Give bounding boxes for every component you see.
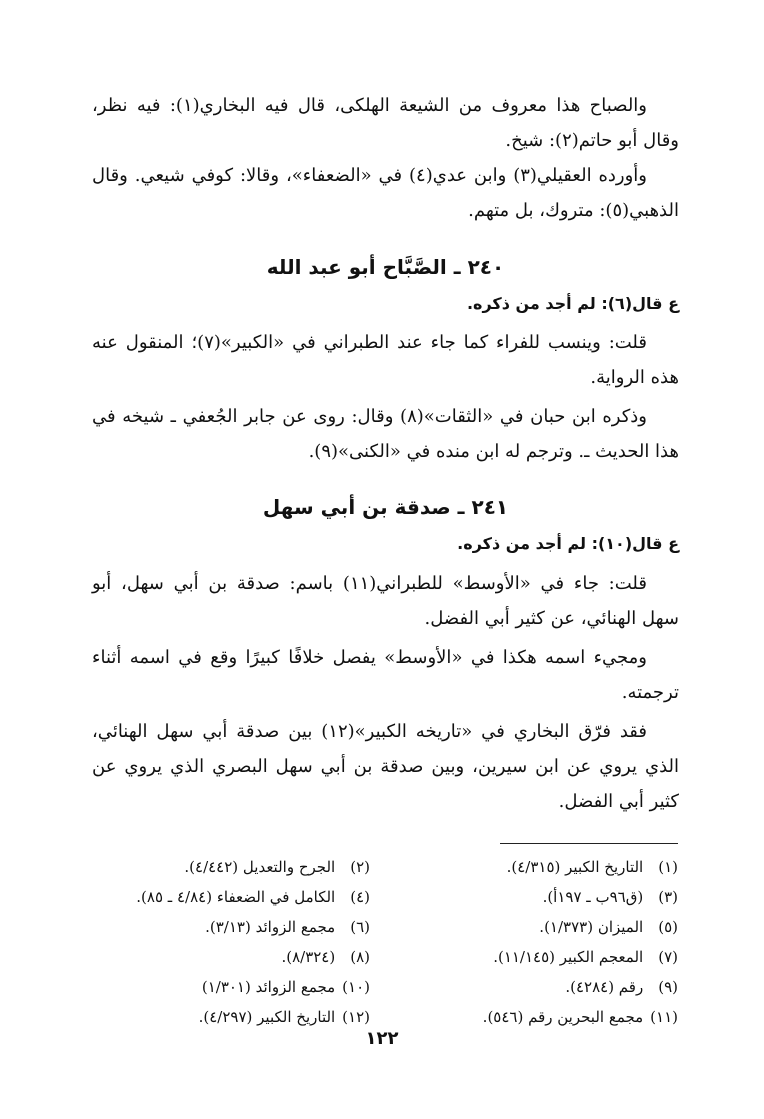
footnote-number: (١) (658, 858, 678, 876)
footnote-text: الجرح والتعديل (٤/٤٤٢). (184, 858, 336, 876)
paragraph: فقد فرّق البخاري في «تاريخه الكبير»(١٢) بين صدقة أبي سهل الهنائي، الذي يروي عن ابن سيرين، وبين صدقة بن أبي سهل البصري الذي يروي عن كثير أبي الفضل. (92, 721, 679, 812)
footnote-number: (١٢) (342, 1008, 370, 1026)
footnote (408, 912, 678, 942)
footnote-text: الكامل في الضعفاء (٤/٨٤ ـ ٨٥). (136, 888, 336, 906)
entry-240-body (92, 325, 679, 469)
footnote (408, 882, 678, 912)
footnote-divider (500, 843, 678, 844)
footnote-number: (٥) (658, 918, 678, 936)
footnotes-left-column (100, 852, 370, 1032)
paragraph: وذكره ابن حبان في «الثقات»(٨) وقال: روى عن جابر الجُعفي ـ شيخه في هذا الحديث ـ. وترجم له ابن منده في «الكنى»(٩). (92, 406, 679, 462)
paragraph: والصباح هذا معروف من الشيعة الهلكى، قال فيه البخاري(١): فيه نظر، وقال أبو حاتم(٢): شيخ. (92, 95, 679, 151)
entry-241-heading: ٢٤١ ـ صدقة بن أبي سهل (262, 495, 509, 519)
footnote-text: التاريخ الكبير (٤/٢٩٧). (198, 1008, 336, 1026)
footnote-text: الميزان (١/٣٧٣). (539, 918, 644, 936)
page-number: ١٢٢ (365, 1028, 399, 1049)
footnote (100, 912, 370, 942)
footnote-number: (٨) (350, 948, 370, 966)
footnote (408, 972, 678, 1002)
footnote-number: (١٠) (342, 978, 370, 996)
entry-241-qal: ع قال(١٠): لم أجد من ذكره. (457, 534, 679, 553)
footnote-number: (٧) (658, 948, 678, 966)
footnote-number: (٣) (658, 888, 678, 906)
footnote (100, 942, 370, 972)
footnote-number: (٤) (350, 888, 370, 906)
footnote (100, 882, 370, 912)
footnote-text: التاريخ الكبير (٤/٣١٥). (506, 858, 644, 876)
footnote-text: مجمع البحرين رقم (٥٤٦). (482, 1008, 644, 1026)
footnote (100, 972, 370, 1002)
footnotes-right-column (408, 852, 678, 1032)
opening-section (92, 88, 679, 228)
footnote (408, 852, 678, 882)
entry-240-heading: ٢٤٠ ـ الصَّبَّاح أبو عبد الله (266, 255, 505, 279)
footnote (408, 942, 678, 972)
footnote-text: رقم (٤٢٨٤). (565, 978, 644, 996)
footnote-text: المعجم الكبير (١١/١٤٥). (493, 948, 644, 966)
footnote-number: (٢) (350, 858, 370, 876)
footnote-number: (١١) (650, 1008, 678, 1026)
paragraph: ومجيء اسمه هكذا في «الأوسط» يفصل خلافًا كبيرًا وقع في اسمه أثناء ترجمته. (92, 647, 679, 703)
paragraph: قلت: جاء في «الأوسط» للطبراني(١١) باسم: صدقة بن أبي سهل، أبو سهل الهنائي، عن كثير أبي الفضل. (92, 573, 679, 629)
paragraph: قلت: وينسب للفراء كما جاء عند الطبراني في «الكبير»(٧)؛ المنقول عنه هذه الرواية. (92, 332, 679, 388)
footnote (100, 852, 370, 882)
footnote-text: مجمع الزوائد (٣/١٣). (205, 918, 336, 936)
paragraph: وأورده العقيلي(٣) وابن عدي(٤) في «الضعفاء»، وقالا: كوفي شيعي. وقال الذهبي(٥): متروك، بل متهم. (92, 165, 679, 221)
entry-240-qal: ع قال(٦): لم أجد من ذكره. (466, 294, 679, 313)
footnote-text: مجمع الزوائد (١/٣٠١) (201, 978, 336, 996)
entry-241-body (92, 566, 679, 819)
footnote-number: (٩) (658, 978, 678, 996)
footnote-text: (ق٩٦ب ـ ١٩٧أ). (542, 888, 644, 906)
footnote-text: (٨/٣٢٤). (281, 948, 336, 966)
footnote-number: (٦) (350, 918, 370, 936)
